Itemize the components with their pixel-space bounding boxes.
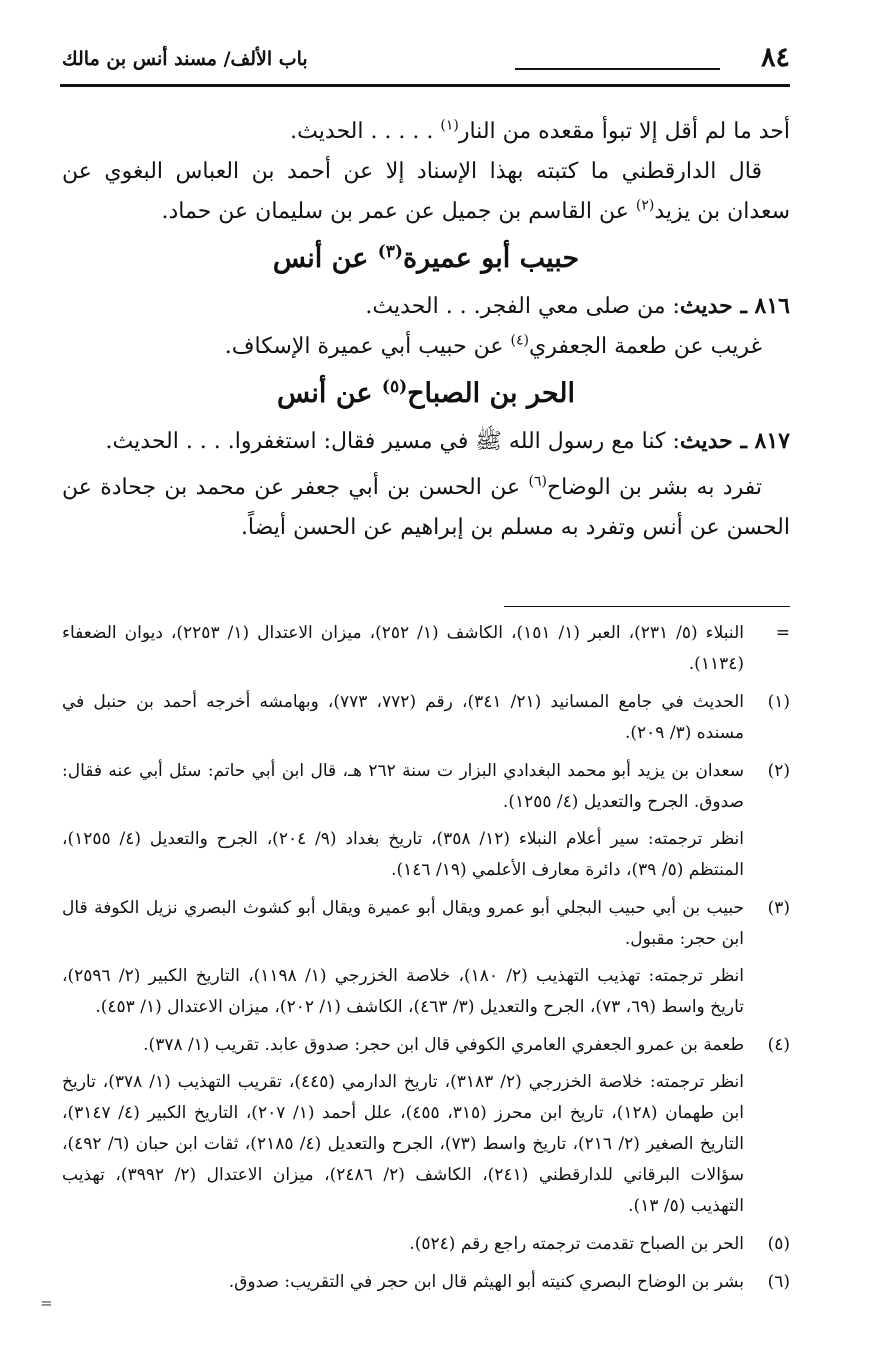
hadith-817-text: : كنا مع رسول الله ﷺ في مسير فقال: استغفروا. . . . الحديث. bbox=[105, 429, 680, 454]
footnote-text: النبلاء (٥/ ٢٣١)، العبر (١/ ١٥١)، الكاشف (١/ ٢٥٢)، ميزان الاعتدال (١/ ٢٢٥٣)، ديوان الضعفاء (١١٣٤). bbox=[62, 623, 744, 674]
footnote-continued bbox=[62, 618, 790, 680]
footnote-mark: (٢) bbox=[767, 761, 790, 781]
p4-rest: عن الحسن بن أبي جعفر عن محمد بن جحادة عن الحسن عن أنس وتفرد به مسلم بن إبراهيم عن الحسن أيضاً. bbox=[62, 475, 790, 540]
paragraph-1 bbox=[62, 112, 790, 152]
p1-rest: . . . . . الحديث. bbox=[290, 119, 441, 144]
paragraph-4 bbox=[62, 468, 790, 548]
footnote-text: الحر بن الصباح تقدمت ترجمته راجع رقم (٥٢٤). bbox=[409, 1234, 744, 1254]
footnote-mark: (٣) bbox=[767, 898, 790, 918]
page-number: ٨٤ bbox=[760, 42, 790, 73]
hadith-label: حديث bbox=[679, 293, 733, 319]
main-text bbox=[62, 112, 790, 548]
footnote-ref-1[interactable]: (١) bbox=[440, 117, 459, 134]
footnote-references: انظر ترجمته: تهذيب التهذيب (٢/ ١٨٠)، خلاصة الخزرجي (١/ ١١٩٨)، التاريخ الكبير (٢/ ٢٥٩٦)، تاريخ واسط (٦٩، ٧٣)، الجرح والتعديل (٣/ ٤٦٣)، الكاشف (١/ ٢٠٢)، ميزان الاعتدال (١/ ٤٥٣). bbox=[62, 966, 744, 1017]
footnote-ref-3[interactable]: (٣) bbox=[377, 242, 403, 262]
hadith-816 bbox=[62, 286, 790, 327]
header-title: باب الألف/ مسند أنس بن مالك bbox=[62, 48, 308, 70]
continuation-mark: = bbox=[40, 1294, 53, 1312]
footnote-ref-6[interactable]: (٦) bbox=[528, 473, 547, 490]
hadith-number-816: ٨١٦ ـ bbox=[732, 293, 790, 319]
p3-text: غريب عن طعمة الجعفري bbox=[529, 334, 762, 359]
heading1-text: حبيب أبو عميرة bbox=[402, 243, 580, 274]
footnote-references: انظر ترجمته: سير أعلام النبلاء (١٢/ ٣٥٨)، تاريخ بغداد (٩/ ٢٠٤)، الجرح والتعديل (٤/ ١٢٥٥)، المنتظم (٥/ ٣٩)، دائرة معارف الأعلمي (١٩/ ١٤٦). bbox=[62, 829, 744, 880]
footnote-ref-2[interactable]: (٢) bbox=[635, 197, 655, 214]
heading2-text: الحر بن الصباح bbox=[407, 378, 575, 409]
section-heading-hurr bbox=[62, 369, 790, 419]
footnote-separator bbox=[504, 606, 790, 607]
p2-text: قال الدارقطني ما كتبته بهذا الإسناد إلا عن أحمد بن العباس البغوي عن سعدان بن يزيد bbox=[62, 159, 790, 224]
footnote-mark: (٦) bbox=[767, 1272, 790, 1292]
footnote-2 bbox=[62, 756, 790, 886]
footnote-1 bbox=[62, 687, 790, 749]
footnote-references: انظر ترجمته: خلاصة الخزرجي (٢/ ٣١٨٣)، تاريخ الدارمي (٤٤٥)، تقريب التهذيب (١/ ٣٧٨)، تاريخ ابن طهمان (١٢٨)، تاريخ ابن محرز (٣١٥، ٤٥٥)، علل أحمد (١/ ٢٠٧)، التاريخ الكبير (٤/ ٣١٤٧)، التاريخ الصغير (٢/ ٢١٦)، تاريخ واسط (٧٣)، الجرح والتعديل (٤/ ٢١٨٥)، ثقات ابن حبان (٦/ ٤٩٢)، سؤالات البرقاني للدارقطني (٢٤١)، الكاشف (٢/ ٢٤٨٦)، ميزان الاعتدال (٢/ ٣٩٩٢)، تهذيب التهذيب (٥/ ١٣). bbox=[62, 1072, 745, 1216]
heading2-rest: عن أنس bbox=[276, 378, 382, 409]
footnote-mark: = bbox=[775, 623, 790, 643]
p4-text: تفرد به بشر بن الوضاح bbox=[546, 475, 762, 500]
footnote-4 bbox=[62, 1030, 790, 1222]
footnote-text: سعدان بن يزيد أبو محمد البغدادي البزار ت سنة ٢٦٢ هـ، قال ابن أبي حاتم: سئل أبي عنه فقال: صدوق. الجرح والتعديل (٤/ ١٢٥٥). bbox=[62, 761, 745, 812]
footnote-text: حبيب بن أبي حبيب البجلي أبو عمرو ويقال أبو عميرة ويقال أبو كشوث البصري نزيل الكوفة قال ابن حجر: مقبول. bbox=[62, 898, 744, 949]
footnote-mark: (٥) bbox=[767, 1234, 790, 1254]
footnote-mark: (١) bbox=[767, 692, 790, 712]
running-header bbox=[62, 42, 790, 78]
footnote-6 bbox=[62, 1267, 790, 1298]
footnote-mark: (٤) bbox=[767, 1035, 790, 1055]
p2-rest: عن القاسم بن جميل عن عمر بن سليمان عن حماد. bbox=[161, 199, 636, 224]
footnote-text: الحديث في جامع المسانيد (٢١/ ٣٤١)، رقم (٧٧٢، ٧٧٣)، وبهامشه أخرجه أحمد بن حنبل في مسنده (٣/ ٢٠٩). bbox=[62, 692, 744, 743]
paragraph-2 bbox=[62, 152, 790, 232]
hadith-label: حديث bbox=[679, 428, 733, 454]
footnote-text: بشر بن الوضاح البصري كنيته أبو الهيثم قال ابن حجر في التقريب: صدوق. bbox=[228, 1272, 744, 1292]
heading1-rest: عن أنس bbox=[272, 243, 378, 274]
paragraph-3 bbox=[62, 327, 790, 367]
footnote-ref-5[interactable]: (٥) bbox=[381, 377, 408, 397]
header-dash-line bbox=[515, 68, 720, 70]
footnote-3 bbox=[62, 893, 790, 1023]
footnotes bbox=[62, 618, 790, 1305]
footnote-ref-4[interactable]: (٤) bbox=[510, 332, 530, 349]
footnote-5 bbox=[62, 1229, 790, 1260]
section-heading-habib bbox=[62, 234, 790, 284]
p1-text: أحد ما لم أقل إلا تبوأ مقعده من النار bbox=[458, 119, 790, 144]
footnote-text: طعمة بن عمرو الجعفري العامري الكوفي قال ابن حجر: صدوق عابد. تقريب (١/ ٣٧٨). bbox=[143, 1035, 744, 1055]
p3-rest: عن حبيب أبي عميرة الإسكاف. bbox=[224, 334, 511, 359]
hadith-816-text: : من صلى معي الفجر. . . الحديث. bbox=[365, 294, 680, 319]
header-rule bbox=[60, 84, 790, 87]
hadith-817 bbox=[62, 421, 790, 462]
hadith-number-817: ٨١٧ ـ bbox=[732, 428, 790, 454]
